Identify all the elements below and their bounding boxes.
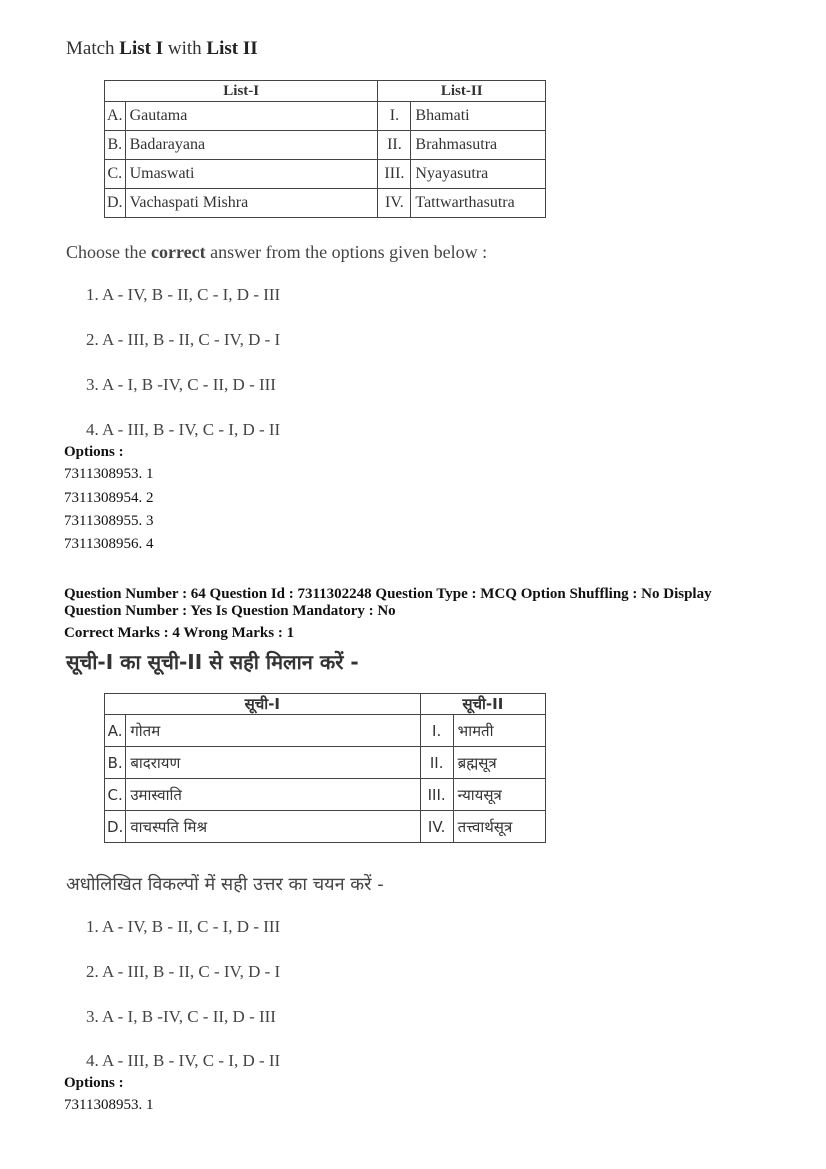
- table-row: [105, 189, 546, 218]
- row-roman: II.: [378, 131, 411, 160]
- table-row: [105, 131, 546, 160]
- list1-cell: गोतम: [126, 715, 420, 747]
- answer-choice-4: 4. A - III, B - IV, C - I, D - II: [86, 1051, 281, 1070]
- table-header: सूची-II: [420, 694, 545, 715]
- question-meta-line: Question Number : Yes Is Question Mandatory : No: [64, 603, 396, 619]
- choose-text: answer from the options given below :: [205, 242, 488, 262]
- table-header: List-II: [378, 81, 546, 102]
- options-label: Options :: [64, 444, 124, 460]
- question-meta-line: Question Number : 64 Question Id : 7311302248 Question Type : MCQ Option Shuffling : No Display: [64, 586, 712, 602]
- row-roman: I.: [420, 715, 453, 747]
- choose-instruction: [66, 242, 487, 263]
- table-header: सूची-I: [105, 694, 421, 715]
- answer-choice-1: 1. A - IV, B - II, C - I, D - III: [86, 917, 281, 936]
- table-row: [105, 102, 546, 131]
- choose-instruction-hindi: अधोलिखित विकल्पों में सही उत्तर का चयन करें -: [66, 874, 384, 895]
- row-roman: III.: [378, 160, 411, 189]
- row-roman: IV.: [378, 189, 411, 218]
- list1-cell: Badarayana: [125, 131, 378, 160]
- list2-cell: Brahmasutra: [411, 131, 546, 160]
- list1-cell: Umaswati: [125, 160, 378, 189]
- list2-cell: न्यायसूत्र: [453, 779, 545, 811]
- table-row: [105, 747, 546, 779]
- table-row: [105, 160, 546, 189]
- answer-choice-1: 1. A - IV, B - II, C - I, D - III: [86, 285, 281, 304]
- option-id: 7311308953. 1: [64, 1097, 154, 1113]
- answer-choice-2: 2. A - III, B - II, C - IV, D - I: [86, 962, 281, 981]
- list2-cell: ब्रह्मसूत्र: [453, 747, 545, 779]
- table-header-row: [105, 81, 546, 102]
- row-letter: B.: [105, 747, 126, 779]
- table-row: [105, 779, 546, 811]
- match-table-hindi: [104, 693, 546, 843]
- list1-cell: बादरायण: [126, 747, 420, 779]
- answer-choice-3: 3. A - I, B -IV, C - II, D - III: [86, 1007, 276, 1026]
- question-title: [66, 38, 258, 60]
- row-letter: D.: [105, 189, 126, 218]
- row-letter: B.: [105, 131, 126, 160]
- list1-cell: उमास्वाति: [126, 779, 420, 811]
- match-table: [104, 80, 546, 218]
- row-roman: III.: [420, 779, 453, 811]
- answer-choice-3: 3. A - I, B -IV, C - II, D - III: [86, 375, 276, 394]
- row-letter: A.: [105, 715, 126, 747]
- question-marks-line: Correct Marks : 4 Wrong Marks : 1: [64, 625, 295, 641]
- list2-cell: भामती: [453, 715, 545, 747]
- row-letter: D.: [105, 811, 126, 843]
- list2-cell: Nyayasutra: [411, 160, 546, 189]
- table-row: [105, 811, 546, 843]
- question-title-hindi: सूची-I का सूची-II से सही मिलान करें -: [66, 650, 359, 674]
- row-letter: C.: [105, 160, 126, 189]
- option-id: 7311308956. 4: [64, 536, 154, 552]
- list2-cell: Bhamati: [411, 102, 546, 131]
- answer-choice-4: 4. A - III, B - IV, C - I, D - II: [86, 420, 281, 439]
- options-label: Options :: [64, 1075, 124, 1091]
- row-roman: I.: [378, 102, 411, 131]
- table-header-row: [105, 694, 546, 715]
- option-id: 7311308954. 2: [64, 490, 154, 506]
- row-letter: A.: [105, 102, 126, 131]
- title-bold-list1: List I: [119, 38, 164, 59]
- list1-cell: Vachaspati Mishra: [125, 189, 378, 218]
- title-text: Match: [66, 38, 120, 59]
- title-text: with: [163, 38, 207, 59]
- list2-cell: तत्त्वार्थसूत्र: [453, 811, 545, 843]
- title-bold-list2: List II: [206, 38, 258, 59]
- option-id: 7311308953. 1: [64, 466, 154, 482]
- row-roman: II.: [420, 747, 453, 779]
- table-row: [105, 715, 546, 747]
- list1-cell: Gautama: [125, 102, 378, 131]
- option-id: 7311308955. 3: [64, 513, 154, 529]
- row-roman: IV.: [420, 811, 453, 843]
- row-letter: C.: [105, 779, 126, 811]
- answer-choice-2: 2. A - III, B - II, C - IV, D - I: [86, 330, 281, 349]
- choose-text: Choose the: [66, 242, 151, 262]
- list1-cell: वाचस्पति मिश्र: [126, 811, 420, 843]
- choose-bold: correct: [151, 242, 206, 262]
- table-header: List-I: [105, 81, 378, 102]
- list2-cell: Tattwarthasutra: [411, 189, 546, 218]
